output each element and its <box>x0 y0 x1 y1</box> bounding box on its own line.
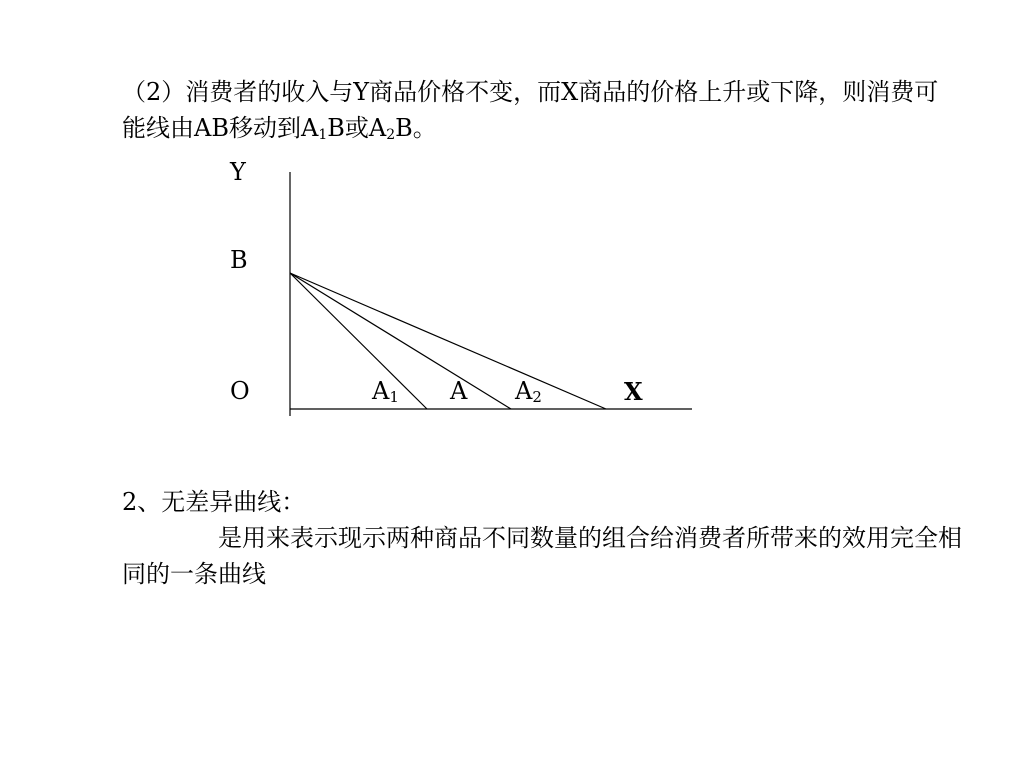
point-a-label: A <box>450 377 468 405</box>
point-a2-label: $A_2$ <box>515 377 542 406</box>
section-body: 是用来表示现示两种商品不同数量的组合给消费者所带来的效用完全相同的一条曲线 <box>122 524 962 588</box>
subscript-2: 2 <box>386 127 396 143</box>
origin-label: O <box>230 377 250 405</box>
indifference-curve-section <box>122 484 962 592</box>
x-axis-label: X <box>624 377 643 406</box>
y-axis-label: Y <box>230 158 246 186</box>
point-a1-label: $A_1$ <box>372 377 399 406</box>
point-b-label: B <box>230 246 248 274</box>
section-heading: 2、无差异曲线： <box>122 488 306 516</box>
description-text-3: B。 <box>395 114 437 142</box>
budget-line-ab <box>290 273 511 409</box>
subscript-1: 1 <box>318 127 328 143</box>
description-text-1: （2）消费者的收入与Y商品价格不变，而X商品的价格上升或下降，则消费可能线由AB移动到A <box>122 78 939 142</box>
budget-line-a1b <box>290 273 427 409</box>
budget-line-a2b <box>290 273 606 409</box>
description-text-2: B或A <box>327 114 387 142</box>
